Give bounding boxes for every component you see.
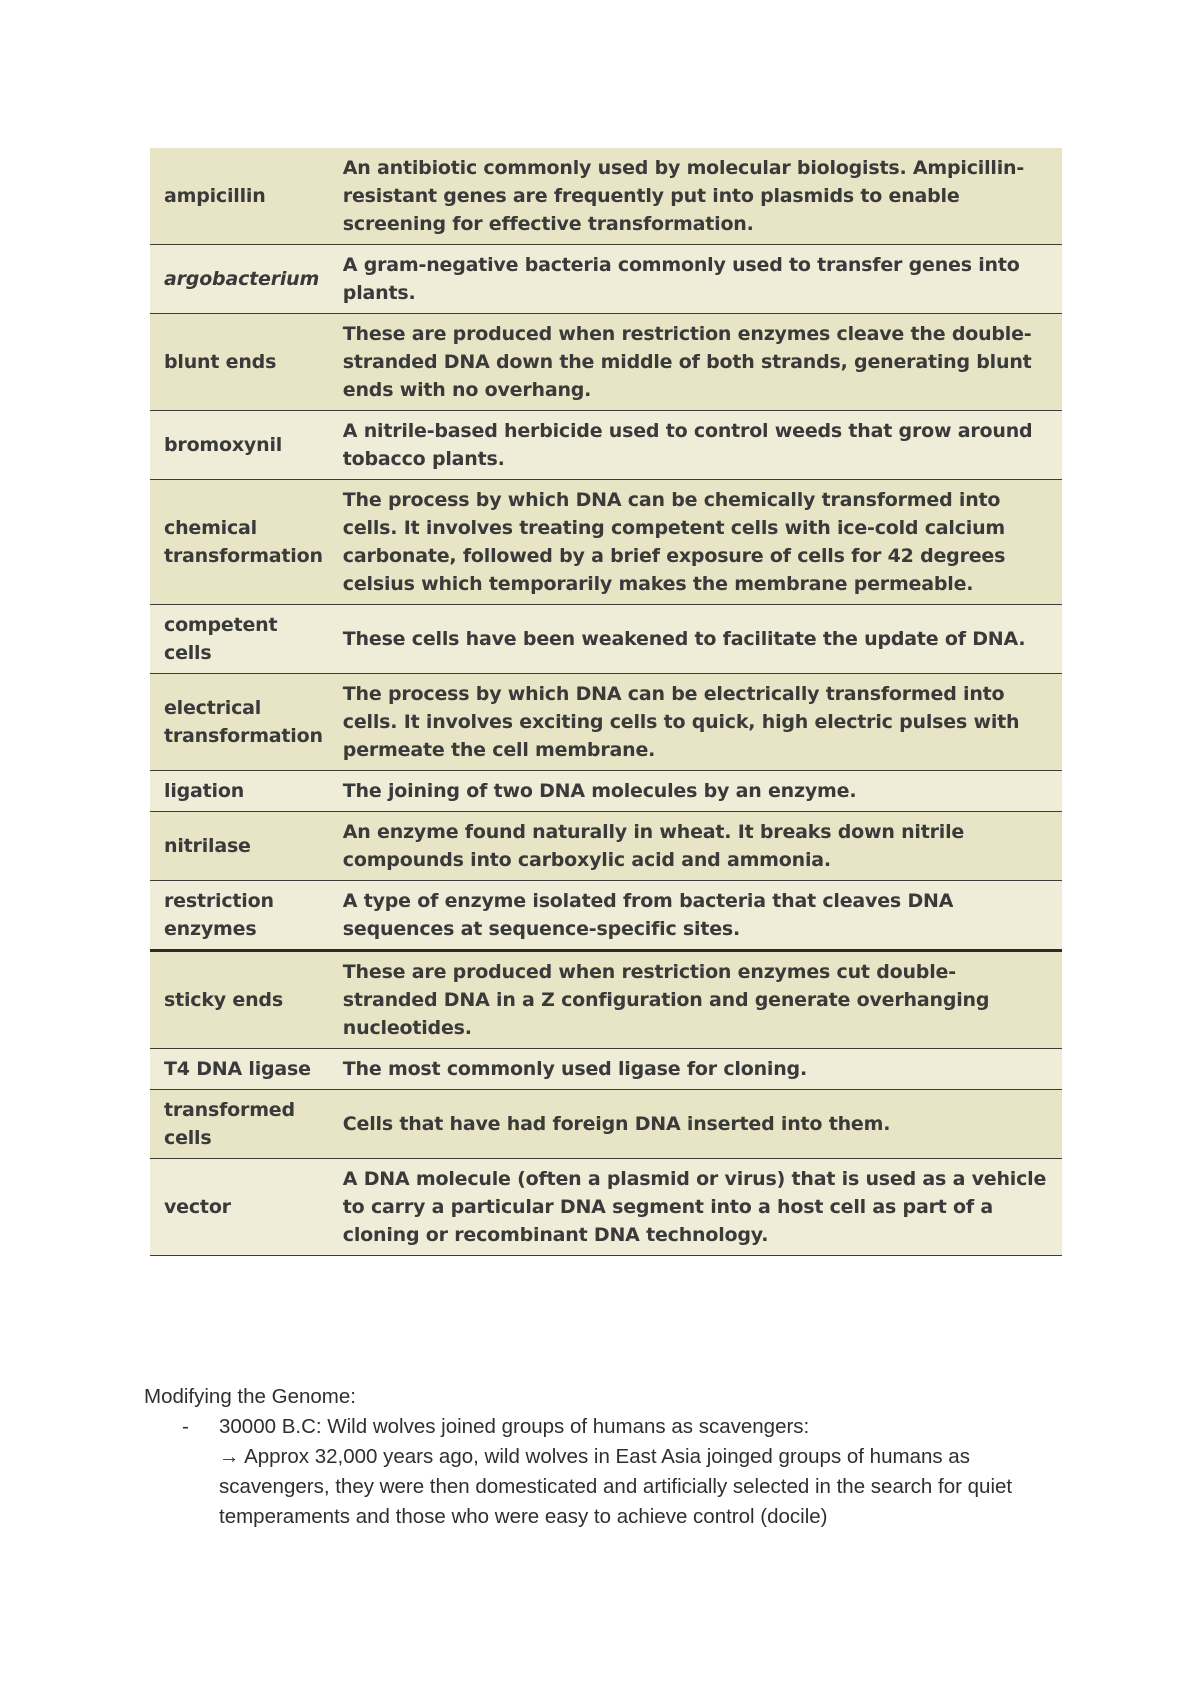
glossary-definition: Cells that have had foreign DNA inserted into them. <box>329 1090 1062 1159</box>
table-row <box>150 411 1062 480</box>
glossary-term: restriction enzymes <box>150 881 329 951</box>
glossary-definition: A nitrile-based herbicide used to control weeds that grow around tobacco plants. <box>329 411 1062 480</box>
table-row <box>150 771 1062 812</box>
glossary-term: ampicillin <box>150 148 329 245</box>
bullet-dash: - <box>182 1415 189 1438</box>
glossary-definition: A gram-negative bacteria commonly used to transfer genes into plants. <box>329 245 1062 314</box>
table-row <box>150 881 1062 951</box>
glossary-term: competent cells <box>150 605 329 674</box>
glossary-definition: The process by which DNA can be chemically transformed into cells. It involves treating competent cells with ice-cold calcium carbonate, followed by a brief exposure of cells for 42 degrees celsius which temporarily makes the membrane permeable. <box>329 480 1062 605</box>
table-row <box>150 245 1062 314</box>
glossary-definition: A type of enzyme isolated from bacteria that cleaves DNA sequences at sequence-specific sites. <box>329 881 1062 951</box>
table-row <box>150 148 1062 245</box>
glossary-term: nitrilase <box>150 812 329 881</box>
notes-list <box>144 1412 1064 1532</box>
glossary-definition: These are produced when restriction enzymes cleave the double-stranded DNA down the middle of both strands, generating blunt ends with no overhang. <box>329 314 1062 411</box>
glossary-term: transformed cells <box>150 1090 329 1159</box>
glossary-table <box>150 148 1062 1256</box>
notes-section <box>144 1382 1064 1532</box>
table-row <box>150 951 1062 1049</box>
glossary-body <box>150 148 1062 1256</box>
list-item <box>144 1412 1064 1532</box>
table-row <box>150 812 1062 881</box>
table-row <box>150 605 1062 674</box>
glossary-definition: An enzyme found naturally in wheat. It breaks down nitrile compounds into carboxylic acid and ammonia. <box>329 812 1062 881</box>
glossary-term: electrical transformation <box>150 674 329 771</box>
glossary-term: vector <box>150 1159 329 1256</box>
table-row <box>150 314 1062 411</box>
glossary-term: argobacterium <box>150 245 329 314</box>
glossary-term: blunt ends <box>150 314 329 411</box>
glossary-definition: An antibiotic commonly used by molecular biologists. Ampicillin-resistant genes are frequently put into plasmids to enable screening for effective transformation. <box>329 148 1062 245</box>
glossary-term: bromoxynil <box>150 411 329 480</box>
table-row <box>150 1090 1062 1159</box>
glossary-definition: These are produced when restriction enzymes cut double-stranded DNA in a Z configuration and generate overhanging nucleotides. <box>329 951 1062 1049</box>
glossary-term: ligation <box>150 771 329 812</box>
list-item-title: 30000 B.C: Wild wolves joined groups of humans as scavengers: <box>219 1415 810 1438</box>
table-row <box>150 1159 1062 1256</box>
glossary-definition: The most commonly used ligase for cloning. <box>329 1049 1062 1090</box>
glossary-term: sticky ends <box>150 951 329 1049</box>
table-row <box>150 674 1062 771</box>
section-heading: Modifying the Genome: <box>144 1385 356 1408</box>
list-item-detail: → Approx 32,000 years ago, wild wolves in East Asia joinged groups of humans as scavengers, they were then domesticated and artificially selected in the search for quiet temperaments and those who were easy to achieve control (docile) <box>219 1445 1013 1528</box>
glossary-definition: The process by which DNA can be electrically transformed into cells. It involves exciting cells to quick, high electric pulses with permeate the cell membrane. <box>329 674 1062 771</box>
table-row <box>150 1049 1062 1090</box>
glossary-definition: A DNA molecule (often a plasmid or virus) that is used as a vehicle to carry a particular DNA segment into a host cell as part of a cloning or recombinant DNA technology. <box>329 1159 1062 1256</box>
glossary-term: T4 DNA ligase <box>150 1049 329 1090</box>
glossary-term: chemical transformation <box>150 480 329 605</box>
glossary-definition: These cells have been weakened to facilitate the update of DNA. <box>329 605 1062 674</box>
table-row <box>150 480 1062 605</box>
glossary-definition: The joining of two DNA molecules by an enzyme. <box>329 771 1062 812</box>
